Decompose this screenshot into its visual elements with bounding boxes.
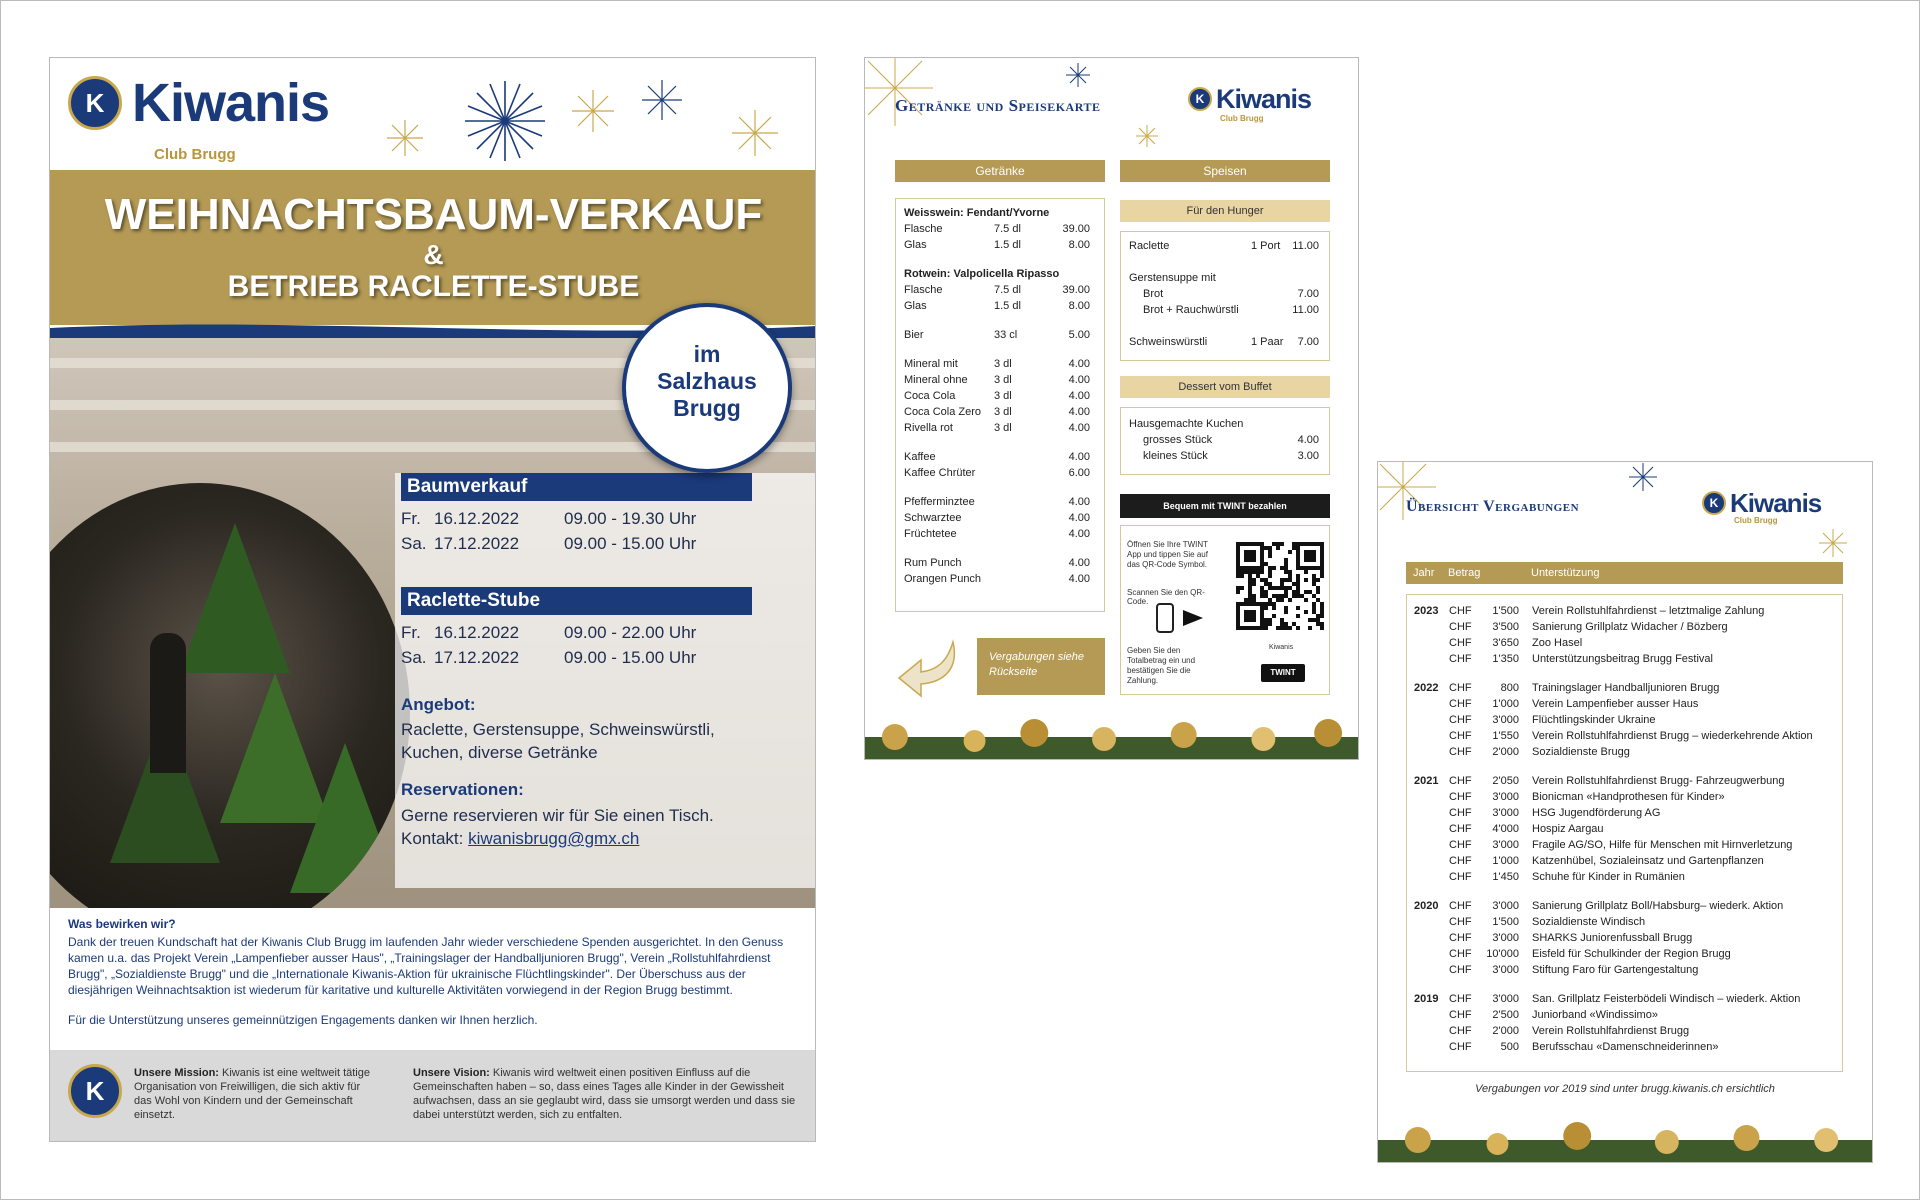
bewirken-section [50,910,816,1028]
decorative-star-icon [1135,124,1159,148]
drink-item: Coca Cola Zero 3 dl 4.00 [904,406,1090,418]
thanks-text: Für die Unterstützung unseres gemeinnützigen Engagements danken wir Ihnen herzlich. [68,1013,538,1027]
donations-table: 2023 CHF 1'500 Verein Rollstuhlfahrdienst – letztmalige Zahlung CHF 3'500 Sanierung Grillplatz Widacher / Bözberg CHF 3'650 Zoo Hasel CHF 1'350 Unterstützungsbeitrag Brugg Festival 2022 CHF 800 Trainingslager Handballjunioren Brugg CHF 1'000 Verein Lampenfieber ausser Haus CHF 3'000 Flüchtlingskinder Ukraine CHF 1'550 Verein Rollstuhlfahrdienst Brugg – wiederkehrende Aktion CHF 2'000 Sozialdienste Brugg 2021 CHF 2'050 Verein Rollstuhlfahrdienst Brugg- Fahrzeugwerbung CHF 3'000 Bionicman «Handprothesen für Kinder» CHF 3'000 HSG Jugendförderung AG CHF 4'000 Hospiz Aargau CHF 3'000 Fragile AG/SO, Hilfe für Menschen mit Hirnverletzung CHF 1'000 Katzenhübel, Sozialeinsatz und Gartenpflanzen CHF 1'450 Schuhe für Kinder in Rumänien 2020 CHF 3'000 Sanierung Grillplatz Boll/Habsburg– wiederk. Aktion CHF 1'500 Sozialdienste Windisch CHF 3'000 SHARKS Juniorenfussball Brugg CHF 10'000 Eisfeld für Schulkinder der Region Brugg CHF 3'000 Stiftung Faro für Gartengestaltung 2019 CHF 3'000 San. Grillplatz Feisterbödeli Windisch – wiederk. Aktion CHF 2'500 Juniorband «Windissimo» CHF 2'000 Verein Rollstuhlfahrdienst Brugg CHF 500 Berufsschau «Damenschneiderinnen» [1406,594,1843,1072]
donations-footer: Vergabungen vor 2019 sind unter brugg.kiwanis.ch ersichtlich [1475,1083,1775,1095]
curved-arrow-icon [895,638,965,700]
title-banner [50,170,816,325]
food-item: Raclette 1 Port 11.00 [1129,240,1319,252]
mission-text: Unsere Mission: Kiwanis ist eine weltweit tätige Organisation von Freiwilligen, die sich aktiv für das Wohl von Kindern und der Gemeinschaft einsetzt. [134,1067,370,1121]
decorative-star-icon [570,88,616,134]
christmas-garland [865,711,1358,760]
col-year: Jahr [1413,567,1435,579]
drink-item: Mineral ohne 3 dl 4.00 [904,374,1090,386]
logo-wordmark: Kiwanis [132,73,330,133]
raclette-row: Sa. 17.12.2022 09.00 - 15.00 Uhr [401,648,697,667]
kiwanis-emblem-icon: K [68,1064,122,1118]
logo-club: Club Brugg [154,146,236,163]
bewirken-heading: Was bewirken wir? [68,917,176,931]
baumverkauf-heading: Baumverkauf [401,473,752,501]
hunger-header: Für den Hunger [1120,200,1330,222]
food-item: Gerstensuppe mit [1129,272,1216,284]
vision-text: Unsere Vision: Kiwanis wird weltweit einen positiven Einfluss auf die Gemeinschaften haben – so, dass eines Tages alle Kinder in der Gewissheit aufwachsen, dass an sie geglaubt wird, dass sie umsorgt werden und dass sie dabei unterstützt werden, sich zu entfalten. [413,1067,796,1121]
drinks-list [895,198,1105,612]
christmas-trees-photo [50,483,410,908]
drink-item: Orangen Punch 4.00 [904,573,1090,585]
decorative-star-icon [1065,62,1091,88]
kiwanis-emblem-icon: K [1702,491,1726,515]
twint-header: Bequem mit TWINT bezahlen [1120,494,1330,518]
food-item: Brot 7.00 [1143,288,1319,300]
drink-item: Mineral mit 3 dl 4.00 [904,358,1090,370]
menu-title: Getränke und Speisekarte [895,96,1101,115]
drink-item: Bier 33 cl 5.00 [904,329,1090,341]
vergabungen-note: Vergabungen siehe Rückseite [977,638,1105,695]
donations-title: Übersicht Vergabungen [1406,498,1580,515]
drink-item: Rotwein: Valpolicella Ripasso [904,268,1060,280]
bewirken-text: Dank der treuen Kundschaft hat der Kiwanis Club Brugg im laufenden Jahr wieder verschiedene Spenden ausgerichtet. In den Genuss kamen u.a. das Projekt Verein „Lampenfieber ausser Haus", „Trainingslager der Handballjunioren Brugg", Verein „Rollstuhlfahrdienst Brugg", „Sozialdienste Brugg" und die „Internationale Kiwanis-Aktion für ukrainische Flüchtlingskinder". Der Überschuss aus der diesjährigen Weihnachtsaktion ist wiederum für karitative und kulturelle Aktivitäten vorwiegend in der Region Brugg bestimmt. [68,935,784,997]
drink-item: Kaffee Chrüter 6.00 [904,467,1090,479]
kiwanis-emblem-icon: K [68,76,122,130]
kiwanis-emblem-icon: K [1188,87,1212,111]
drink-item: Flasche 7.5 dl 39.00 [904,284,1090,296]
phone-scan-icon [1155,602,1205,634]
event-info-panel [395,473,815,888]
donations-table-header [1406,562,1843,584]
twint-step3: Geben Sie den Totalbetrag ein und bestätigen Sie die Zahlung. [1127,646,1196,685]
dessert-list [1120,407,1330,475]
reservationen-heading: Reservationen: [401,780,524,799]
reservationen-text: Gerne reservieren wir für Sie einen Tisch. Kontakt: kiwanisbrugg@gmx.ch [401,806,714,848]
food-list [1120,231,1330,361]
kiwanis-logo [1188,84,1312,123]
location-badge: im Salzhaus Brugg [622,303,792,473]
baumverkauf-row: Sa. 17.12.2022 09.00 - 15.00 Uhr [401,534,697,553]
drink-item: Flasche 7.5 dl 39.00 [904,223,1090,235]
logo-club: Club Brugg [1734,516,1778,525]
flyer-page [49,57,816,1142]
christmas-garland [1378,1114,1872,1163]
drink-item: Rum Punch 4.00 [904,557,1090,569]
twint-box [1120,525,1330,695]
food-item: Brot + Rauchwürstli 11.00 [1143,304,1319,316]
col-amount: Betrag [1448,567,1481,579]
drink-item: Kaffee 4.00 [904,451,1090,463]
dessert-item: Hausgemachte Kuchen [1129,418,1244,430]
twint-merchant: Kiwanis [1269,644,1294,651]
drink-item: Glas 1.5 dl 8.00 [904,300,1090,312]
col-support: Unterstützung [1531,567,1600,579]
decorative-star-icon [1818,528,1848,558]
kiwanis-logo [1702,488,1822,525]
contact-email-link[interactable]: kiwanisbrugg@gmx.ch [468,829,640,848]
qr-code-icon[interactable] [1236,542,1324,630]
decorative-star-icon [640,78,684,122]
logo-wordmark: Kiwanis [1216,84,1312,114]
drink-item: Schwarztee 4.00 [904,512,1090,524]
logo-club: Club Brugg [1220,114,1264,123]
kiwanis-logo [68,73,330,163]
drink-item: Coca Cola 3 dl 4.00 [904,390,1090,402]
raclette-heading: Raclette-Stube [401,587,752,615]
mission-vision-footer [50,1050,816,1142]
dessert-header: Dessert vom Buffet [1120,376,1330,398]
dessert-item: grosses Stück 4.00 [1143,434,1319,446]
decorative-star-icon [460,76,550,166]
decorative-star-icon [1628,462,1658,492]
drink-item: Früchtetee 4.00 [904,528,1090,540]
baumverkauf-row: Fr. 16.12.2022 09.00 - 19.30 Uhr [401,509,697,528]
dessert-item: kleines Stück 3.00 [1143,450,1319,462]
decorative-star-icon [864,57,935,128]
twint-logo: TWINT [1261,664,1305,682]
angebot-text: Raclette, Gerstensuppe, Schweinswürstli, Kuchen, diverse Getränke [401,720,715,762]
drink-item: Pfefferminztee 4.00 [904,496,1090,508]
flyer-subtitle: BETRIEB RACLETTE-STUBE [227,270,640,303]
logo-wordmark: Kiwanis [1730,488,1822,518]
decorative-star-icon [385,118,425,158]
menu-card-page [864,57,1359,760]
twint-step1: Öffnen Sie Ihre TWINT App und tippen Sie auf das QR-Code Symbol. [1127,540,1208,569]
angebot-heading: Angebot: [401,695,476,714]
speisen-header: Speisen [1120,160,1330,182]
drink-item: Glas 1.5 dl 8.00 [904,239,1090,251]
drink-item: Weisswein: Fendant/Yvorne [904,207,1050,219]
raclette-row: Fr. 16.12.2022 09.00 - 22.00 Uhr [401,623,697,642]
getraenke-header: Getränke [895,160,1105,182]
flyer-title: WEIHNACHTSBAUM-VERKAUF [104,190,763,239]
food-item: Schweinswürstli 1 Paar 7.00 [1129,336,1319,348]
flyer-ampersand: & [423,239,444,270]
donations-page [1377,461,1873,1163]
twint-step2: Scannen Sie den QR-Code. [1127,588,1205,606]
decorative-star-icon [730,108,780,158]
drink-item: Rivella rot 3 dl 4.00 [904,422,1090,434]
